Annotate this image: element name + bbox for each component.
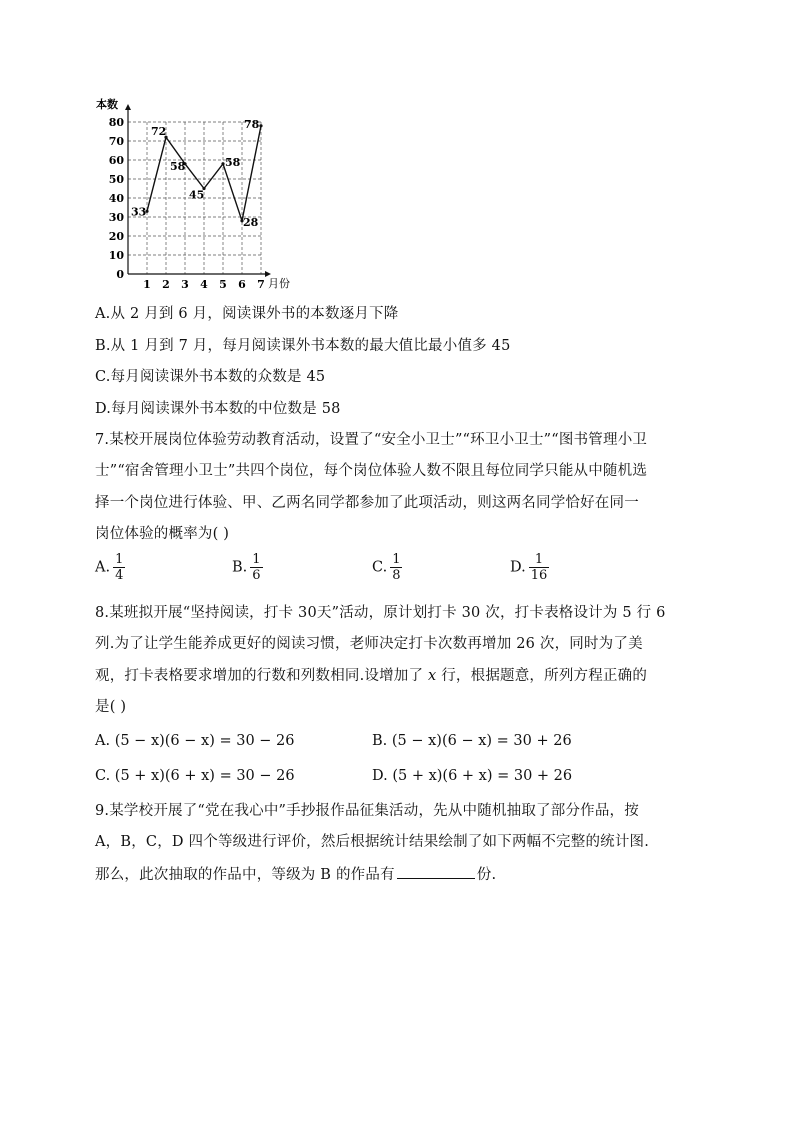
x-tick-label: 1 [143, 278, 151, 291]
q8-line-3: 观，打卡表格要求增加的行数和列数相同.设增加了 x 行，根据题意，所列方程正确的 [95, 668, 648, 684]
q9-line-3: 那么，此次抽取的作品中，等级为 B 的作品有 份. [95, 864, 496, 885]
x-tick-label: 5 [219, 278, 227, 291]
chart-data-labels [131, 118, 260, 229]
q7-option-c: C. $\frac{1}{8}$ [372, 552, 401, 583]
x-tick-label: 3 [181, 278, 189, 291]
y-tick-label: 30 [108, 211, 124, 224]
line-chart [92, 96, 292, 296]
x-tick-label: 2 [162, 278, 170, 291]
x-axis-label: 月份 [268, 277, 290, 290]
q6-option-d: D.每月阅读课外书本数的中位数是 58 [95, 401, 341, 417]
q7-line-3: 择一个岗位进行体验、甲、乙两名同学都参加了此项活动，则这两名同学恰好在同一 [95, 495, 639, 511]
q7-option-b: B. $\frac{1}{6}$ [232, 552, 261, 583]
q7-option-a: A. $\frac{1}{4}$ [95, 552, 124, 583]
y-axis-arrow [125, 104, 131, 110]
q8-line-4: 是( ) [95, 699, 127, 715]
q6-option-b: B.从 1 月到 7 月，每月阅读课外书本数的最大值比最小值多 45 [95, 338, 511, 354]
q9-line-1: 9.某学校开展了“党在我心中”手抄报作品征集活动，先从中随机抽取了部分作品，按 [95, 803, 639, 819]
y-tick-label: 40 [108, 192, 124, 205]
x-tick-label: 7 [257, 278, 265, 291]
y-tick-label: 60 [108, 154, 124, 167]
x-tick-label: 6 [238, 278, 246, 291]
y-axis-label: 本数 [96, 98, 118, 111]
q8-line-1: 8.某班拟开展“坚持阅读，打卡 30天”活动，原计划打卡 30 次，打卡表格设计为 5 行 6 [95, 605, 666, 621]
x-tick-label: 4 [200, 278, 208, 291]
y-tick-label: 20 [108, 230, 124, 243]
chart-ticks [109, 116, 265, 291]
q8-option-b: B. (5 − x)(6 − x) = 30 + 26 [372, 733, 572, 749]
y-tick-label: 80 [108, 116, 124, 129]
y-tick-label: 0 [116, 268, 124, 281]
data-label: 28 [243, 215, 259, 229]
y-tick-label: 10 [108, 249, 124, 262]
data-label: 45 [189, 188, 205, 202]
answer-blank[interactable] [397, 864, 475, 879]
q6-option-a: A.从 2 月到 6 月，阅读课外书的本数逐月下降 [95, 306, 399, 322]
data-label: 33 [131, 205, 147, 219]
q8-option-a: A. (5 − x)(6 − x) = 30 − 26 [95, 733, 295, 749]
data-label: 72 [151, 125, 167, 139]
q8-line-2: 列.为了让学生能养成更好的阅读习惯，老师决定打卡次数再增加 26 次，同时为了美 [95, 636, 643, 652]
q9-line-2: A，B，C，D 四个等级进行评价，然后根据统计结果绘制了如下两幅不完整的统计图. [95, 834, 650, 850]
q7-line-4: 岗位体验的概率为( ) [95, 526, 230, 542]
q7-option-d: D. $\frac{1}{16}$ [510, 552, 548, 583]
q8-option-d: D. (5 + x)(6 + x) = 30 + 26 [372, 768, 573, 784]
y-tick-label: 70 [108, 135, 124, 148]
q8-option-c: C. (5 + x)(6 + x) = 30 − 26 [95, 768, 295, 784]
data-label: 58 [225, 155, 241, 169]
data-label: 58 [170, 159, 186, 173]
data-point [259, 124, 262, 127]
y-tick-label: 50 [108, 173, 124, 186]
q7-line-2: 士”“宿舍管理小卫士”共四个岗位，每个岗位体验人数不限且每位同学只能从中随机选 [95, 463, 648, 479]
data-label: 78 [244, 117, 260, 131]
q7-line-1: 7.某校开展岗位体验劳动教育活动，设置了“安全小卫士”“环卫小卫士”“图书管理小卫 [95, 432, 648, 448]
q6-option-c: C.每月阅读课外书本数的众数是 45 [95, 369, 326, 385]
